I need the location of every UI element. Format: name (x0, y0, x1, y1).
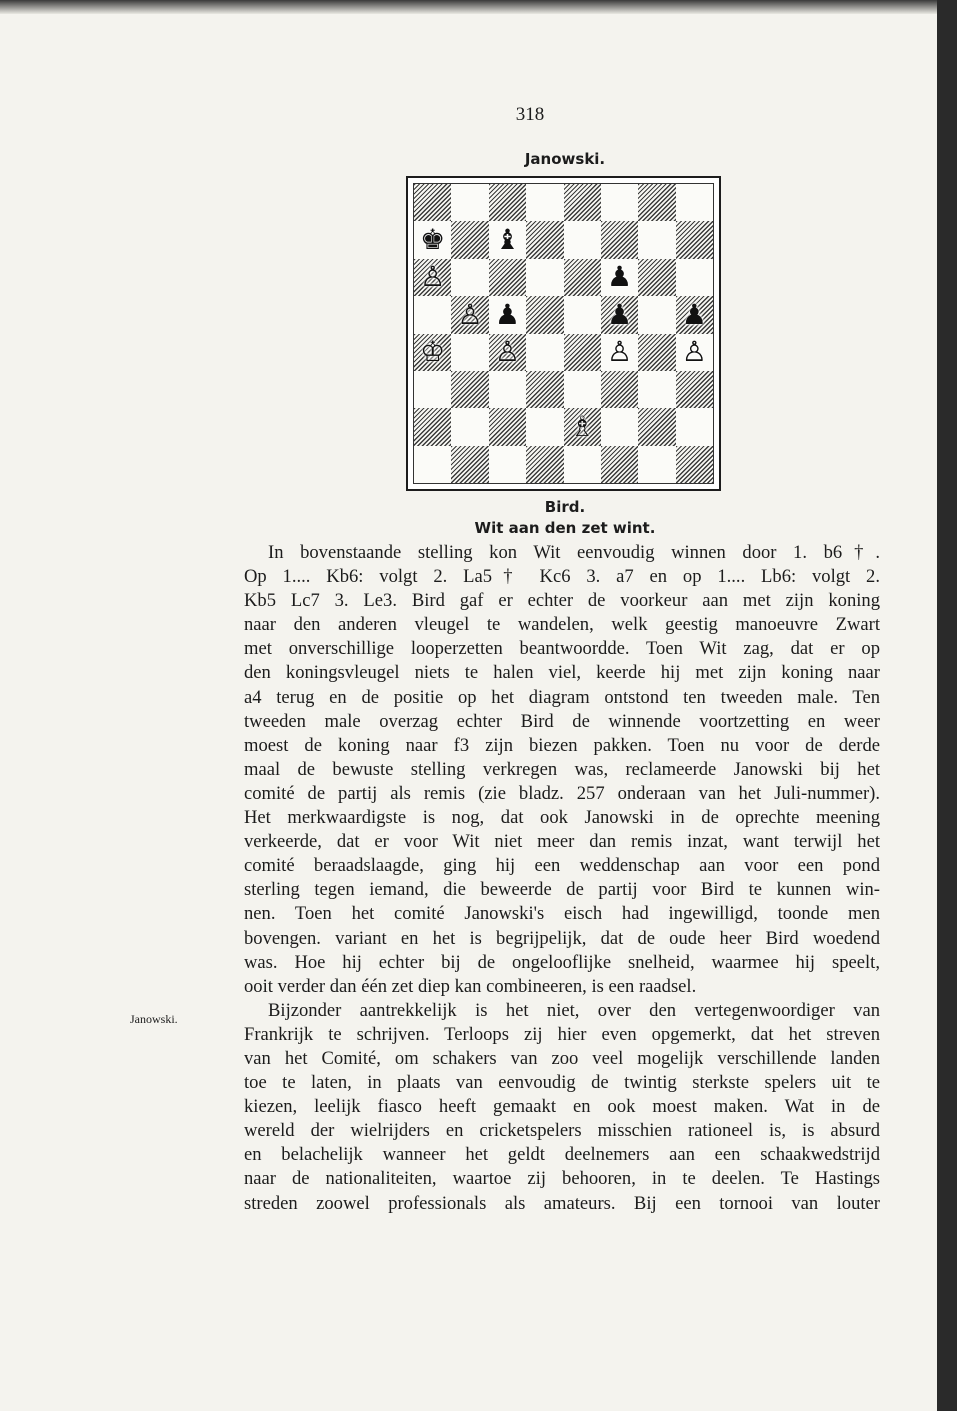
board-square-c3 (489, 371, 526, 408)
board-square-e7 (564, 221, 601, 258)
text-line: en belachelijk wanneer het geldt deelnemers aan een schaakwedstrijd (244, 1144, 880, 1166)
diagram-top-player: Janowski. (524, 150, 606, 168)
board-square-d6 (526, 259, 563, 296)
text-line: verkeerde, dat er voor Wit niet meer dan remis inzat, want terwijl het (244, 831, 880, 853)
board-square-f3 (601, 371, 638, 408)
board-square-h4 (676, 334, 713, 371)
text-line: Kb5 Lc7 3. Le3. Bird gaf er echter de voorkeur aan met zijn koning (244, 590, 880, 612)
margin-note: Janowski. (130, 1012, 178, 1026)
chess-board (413, 183, 714, 484)
text-line: tweeden male overzag echter Bird de winnende voortzetting en weer (244, 710, 880, 732)
text-line: maal de bewuste stelling verkregen was, reclameerde Janowski bij het (244, 758, 880, 780)
white-pawn-icon: ♙ (457, 297, 483, 331)
board-square-g4 (638, 334, 675, 371)
board-square-c5 (489, 296, 526, 333)
board-square-e1 (564, 446, 601, 483)
text-line: naar den anderen vleugel te wandelen, welk geestig manoeuvre Zwart (244, 614, 880, 636)
board-square-f8 (601, 184, 638, 221)
text-line: ooit verder dan één zet diep kan combineeren, is een raadsel. (244, 975, 697, 997)
text-line: van het Comité, om schakers van zoo veel mogelijk verschillende landen (244, 1047, 880, 1069)
board-square-b5 (451, 296, 488, 333)
chess-diagram (406, 176, 721, 491)
black-king-icon: ♚ (420, 223, 446, 257)
board-square-h3 (676, 371, 713, 408)
board-square-b2 (451, 408, 488, 445)
board-square-c7 (489, 221, 526, 258)
text-line: a4 terug en de positie op het diagram ontstond ten tweeden male. Ten (244, 686, 880, 708)
text-line: den koningsvleugel niets te halen viel, keerde hij met zijn koning naar (244, 662, 880, 684)
white-bishop-icon: ♗ (569, 409, 595, 443)
text-line: met onverschillige looperzetten beantwoordde. Toen Wit zag, dat er op (244, 638, 880, 660)
white-pawn-icon: ♙ (681, 335, 707, 369)
board-square-e3 (564, 371, 601, 408)
black-pawn-icon: ♟ (494, 297, 520, 331)
white-pawn-icon: ♙ (607, 335, 633, 369)
board-square-a8 (414, 184, 451, 221)
board-square-f2 (601, 408, 638, 445)
board-square-b7 (451, 221, 488, 258)
board-square-h8 (676, 184, 713, 221)
text-line: Op 1.... Kb6: volgt 2. La5† Kc6 3. a7 en op 1.... Lb6: volgt 2. (244, 566, 880, 588)
board-square-g6 (638, 259, 675, 296)
board-square-e6 (564, 259, 601, 296)
board-square-d4 (526, 334, 563, 371)
diagram-bottom-player: Bird. (544, 498, 586, 516)
board-square-e2 (564, 408, 601, 445)
board-square-h5 (676, 296, 713, 333)
board-square-a7 (414, 221, 451, 258)
board-square-d8 (526, 184, 563, 221)
board-square-e8 (564, 184, 601, 221)
white-pawn-icon: ♙ (420, 260, 446, 294)
board-square-g2 (638, 408, 675, 445)
black-pawn-icon: ♟ (681, 297, 707, 331)
text-line: In bovenstaande stelling kon Wit eenvoudig winnen door 1. b6†. (268, 542, 880, 563)
board-square-f6 (601, 259, 638, 296)
board-square-h1 (676, 446, 713, 483)
board-square-a4 (414, 334, 451, 371)
board-square-d3 (526, 371, 563, 408)
board-square-b8 (451, 184, 488, 221)
board-square-d2 (526, 408, 563, 445)
board-square-b1 (451, 446, 488, 483)
board-square-f5 (601, 296, 638, 333)
board-square-e4 (564, 334, 601, 371)
board-square-c2 (489, 408, 526, 445)
board-square-g8 (638, 184, 675, 221)
white-king-icon: ♔ (420, 335, 446, 369)
board-square-g3 (638, 371, 675, 408)
board-square-c4 (489, 334, 526, 371)
board-square-f7 (601, 221, 638, 258)
text-line: was. Hoe hij echter bij de ongelooflijke snelheid, waarmee hij speelt, (244, 951, 880, 973)
black-pawn-icon: ♟ (607, 297, 633, 331)
board-square-d7 (526, 221, 563, 258)
board-square-g5 (638, 296, 675, 333)
board-square-f4 (601, 334, 638, 371)
board-square-c1 (489, 446, 526, 483)
board-square-d5 (526, 296, 563, 333)
text-line: wereld der wielrijders en cricketspelers misschien rationeel is, is absurd (244, 1120, 880, 1142)
black-bishop-icon: ♝ (494, 223, 520, 257)
board-square-a1 (414, 446, 451, 483)
board-square-g1 (638, 446, 675, 483)
board-square-b3 (451, 371, 488, 408)
board-square-c8 (489, 184, 526, 221)
text-line: moest de koning naar f3 zijn biezen pakken. Toen nu voor de derde (244, 734, 880, 756)
text-line: Bijzonder aantrekkelijk is het niet, over den vertegenwoordiger van (268, 999, 880, 1021)
text-line: Het merkwaardigste is nog, dat ook Janowski in de oprechte meening (244, 807, 880, 829)
board-square-a6 (414, 259, 451, 296)
board-square-a5 (414, 296, 451, 333)
board-square-d1 (526, 446, 563, 483)
board-square-b4 (451, 334, 488, 371)
text-line: comité beraadslaagde, ging hij een weddenschap aan voor een pond (244, 855, 880, 877)
text-line: naar de nationaliteiten, waartoe zij behooren, in te deelen. Te Hastings (244, 1168, 880, 1190)
text-line: sterling tegen iemand, die beweerde de partij voor Bird te kunnen win- (244, 879, 880, 901)
text-line: Frankrijk te schrijven. Terloops zij hier even opgemerkt, dat het streven (244, 1023, 880, 1045)
board-square-h6 (676, 259, 713, 296)
black-pawn-icon: ♟ (607, 260, 633, 294)
board-square-a2 (414, 408, 451, 445)
white-pawn-icon: ♙ (494, 335, 520, 369)
text-line: toe te laten, in plaats van eenvoudig de twintig sterkste spelers uit te (244, 1072, 880, 1094)
board-square-c6 (489, 259, 526, 296)
scan-shadow-top (0, 0, 957, 14)
text-line: kiezen, leelijk fiasco heeft gemaakt en ook moest maken. Wat in de (244, 1096, 880, 1118)
board-square-e5 (564, 296, 601, 333)
board-square-a3 (414, 371, 451, 408)
board-square-f1 (601, 446, 638, 483)
text-line: nen. Toen het comité Janowski's eisch had ingewilligd, toonde men (244, 903, 880, 925)
article-body (244, 541, 880, 1216)
text-line: streden zoowel professionals als amateurs. Bij een tornooi van louter (244, 1192, 880, 1214)
board-square-h2 (676, 408, 713, 445)
text-line: bovengen. variant en het is begrijpelijk, dat de oude heer Bird woedend (244, 927, 880, 949)
page-number: 318 (515, 104, 545, 125)
scan-edge-right (937, 0, 957, 1411)
text-line: comité de partij als remis (zie bladz. 257 onderaan van het Juli-nummer). (244, 782, 880, 804)
board-square-g7 (638, 221, 675, 258)
diagram-caption: Wit aan den zet wint. (474, 519, 656, 537)
board-square-b6 (451, 259, 488, 296)
board-square-h7 (676, 221, 713, 258)
